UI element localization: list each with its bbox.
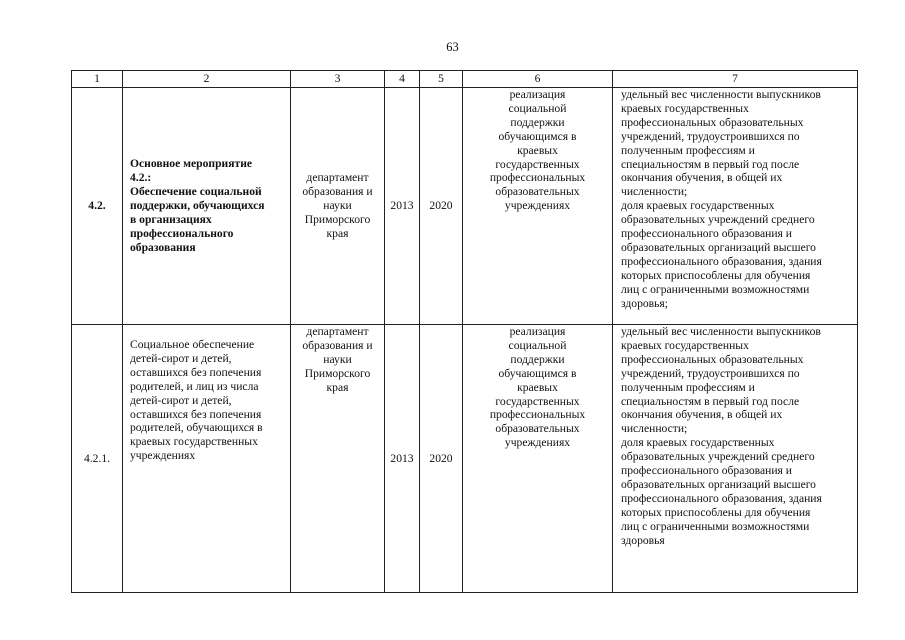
text-line: образовательных	[495, 422, 580, 436]
text-line: здоровья;	[621, 296, 668, 310]
text-line: поддержки	[510, 352, 565, 366]
activity-title	[123, 325, 291, 593]
text-line: профессионального образования и	[621, 227, 792, 241]
text-line: реализация	[509, 325, 566, 338]
text-line: образования и	[302, 185, 373, 199]
text-line: доля краевых государственных	[621, 436, 775, 450]
text-line: специальностям в первый год после	[621, 394, 800, 408]
text-line: профессионального образования и	[621, 464, 792, 478]
end-year: 2020	[420, 325, 463, 593]
column-header: 4	[385, 71, 420, 88]
text-line: оставшихся без попечения	[130, 407, 262, 421]
text-line: в организациях	[130, 212, 212, 226]
text-line: края	[326, 380, 349, 394]
text-line: края	[326, 226, 349, 240]
text-line: профессионального	[130, 226, 234, 240]
text-line: Приморского	[304, 366, 371, 380]
text-line: профессиональных	[489, 408, 586, 422]
text-line: краевых государственных	[621, 338, 749, 352]
page-number: 63	[446, 40, 459, 54]
text-line: численности;	[621, 422, 688, 436]
text-line: здоровья	[621, 533, 665, 547]
text-line: науки	[323, 352, 352, 366]
text-line: оставшихся без попечения	[130, 365, 262, 379]
text-line: образовательных учреждений среднего	[621, 213, 815, 227]
target-indicators	[613, 88, 858, 325]
text-line: Основное мероприятие	[130, 157, 253, 171]
text-line: 4.2.:	[130, 171, 152, 185]
expected-result	[463, 88, 613, 325]
text-line: краевых	[517, 143, 558, 157]
text-line: образования и	[302, 338, 373, 352]
text-line: профессиональных образовательных	[621, 115, 804, 129]
text-line: краевых государственных	[130, 435, 258, 449]
column-header: 6	[463, 71, 613, 88]
text-line: окончания обучения, в общей их	[621, 171, 783, 185]
text-line: профессионального образования, здания	[621, 254, 822, 268]
table-row	[72, 88, 858, 325]
text-line: Обеспечение социальной	[130, 185, 262, 199]
text-line: удельный вес численности выпускников	[621, 325, 821, 338]
text-line: реализация	[509, 88, 566, 101]
text-line: образования	[130, 240, 196, 254]
text-line: доля краевых государственных	[621, 199, 775, 213]
column-header: 2	[123, 71, 291, 88]
text-line: специальностям в первый год после	[621, 157, 800, 171]
target-indicators	[613, 325, 858, 593]
text-line: профессиональных образовательных	[621, 352, 804, 366]
text-line: профессиональных	[489, 171, 586, 185]
text-line: социальной	[508, 338, 567, 352]
executor	[291, 88, 385, 325]
text-line: детей-сирот и детей,	[130, 393, 232, 407]
text-line: Приморского	[304, 212, 371, 226]
text-line: лиц с ограниченными возможностями	[621, 282, 810, 296]
text-line: учреждений, трудоустроившихся по	[621, 366, 800, 380]
text-line: полученным профессиям и	[621, 143, 755, 157]
text-line: краевых	[517, 380, 558, 394]
text-line: которых приспособлены для обучения	[621, 268, 811, 282]
text-line: обучающимся в	[498, 366, 577, 380]
row-number: 4.2.	[72, 88, 123, 325]
table-row	[72, 325, 858, 593]
column-header: 1	[72, 71, 123, 88]
text-line: профессионального образования, здания	[621, 491, 822, 505]
text-line: государственных	[495, 394, 580, 408]
text-line: образовательных организаций высшего	[621, 477, 816, 491]
text-line: родителей, обучающихся в	[130, 421, 263, 435]
text-line: полученным профессиям и	[621, 380, 755, 394]
text-line: обучающимся в	[498, 129, 577, 143]
text-line: образовательных	[495, 185, 580, 199]
text-line: науки	[323, 199, 352, 213]
row-number: 4.2.1.	[72, 325, 123, 593]
text-line: которых приспособлены для обучения	[621, 505, 811, 519]
text-line: окончания обучения, в общей их	[621, 408, 783, 422]
text-line: Социальное обеспечение	[130, 338, 255, 351]
text-line: численности;	[621, 185, 688, 199]
text-line: удельный вес численности выпускников	[621, 88, 821, 101]
activities-table	[71, 70, 858, 593]
column-header: 7	[613, 71, 858, 88]
column-header: 3	[291, 71, 385, 88]
text-line: государственных	[495, 157, 580, 171]
text-line: учреждений, трудоустроившихся по	[621, 129, 800, 143]
start-year: 2013	[385, 88, 420, 325]
text-line: образовательных организаций высшего	[621, 240, 816, 254]
start-year: 2013	[385, 325, 420, 593]
text-line: социальной	[508, 101, 567, 115]
text-line: краевых государственных	[621, 101, 749, 115]
text-line: образовательных учреждений среднего	[621, 450, 815, 464]
text-line: лиц с ограниченными возможностями	[621, 519, 810, 533]
text-line: поддержки	[510, 115, 565, 129]
text-line: поддержки, обучающихся	[130, 199, 265, 213]
executor	[291, 325, 385, 593]
text-line: департамент	[306, 171, 369, 185]
text-line: родителей, и лиц из числа	[130, 379, 259, 393]
header-row	[72, 71, 858, 88]
text-line: учреждениях	[504, 436, 571, 450]
text-line: детей-сирот и детей,	[130, 351, 232, 365]
expected-result	[463, 325, 613, 593]
text-line: департамент	[306, 325, 369, 338]
end-year: 2020	[420, 88, 463, 325]
activity-title	[123, 88, 291, 325]
column-header: 5	[420, 71, 463, 88]
text-line: учреждениях	[504, 199, 571, 213]
text-line: учреждениях	[130, 449, 196, 463]
